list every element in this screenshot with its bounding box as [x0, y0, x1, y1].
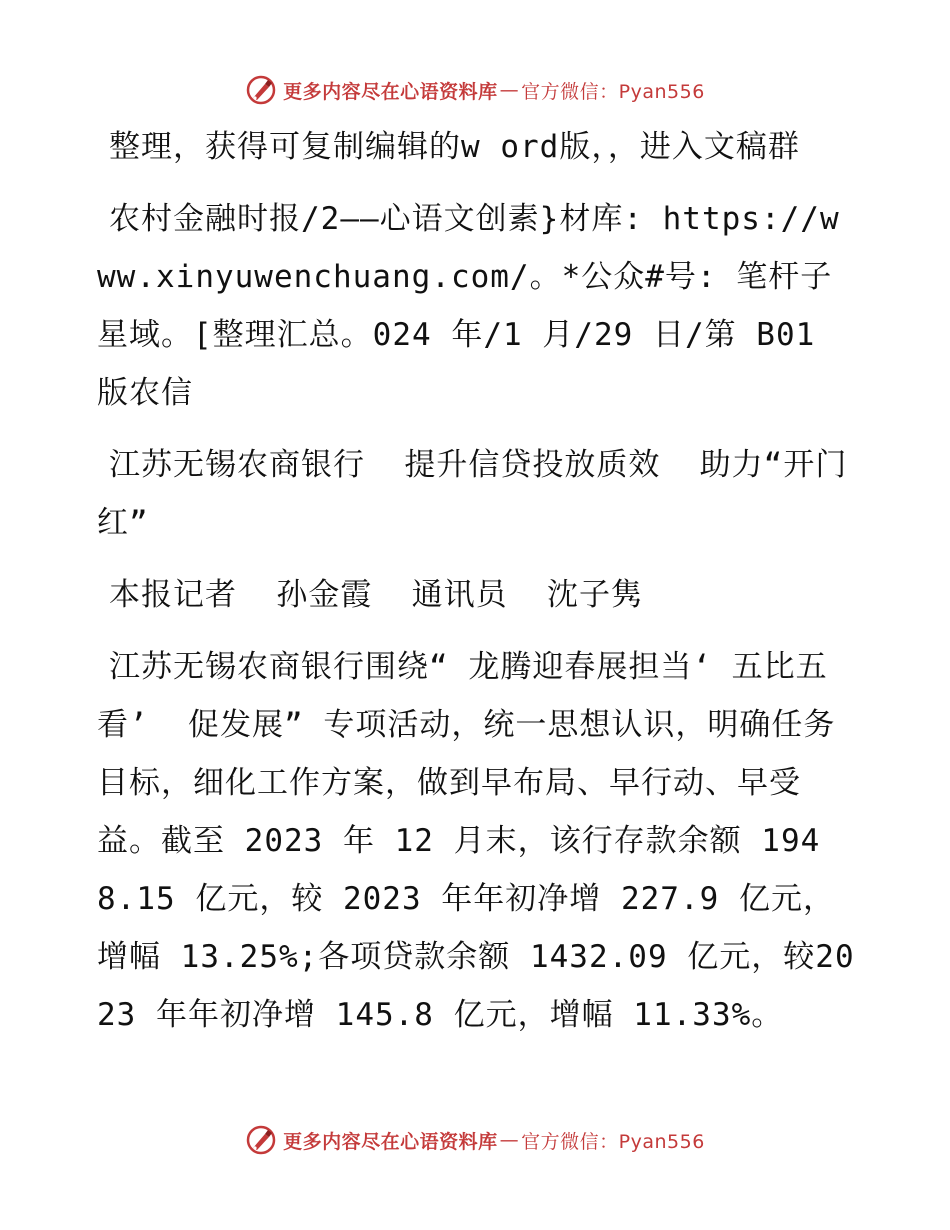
pen-logo-icon: [245, 74, 277, 106]
footer-watermark: [0, 1122, 950, 1158]
document-body: [97, 118, 857, 1064]
watermark-suffix: 官方微信：Pyan556: [521, 1130, 705, 1153]
watermark-separator: —: [499, 1129, 520, 1151]
watermark-suffix: 官方微信：Pyan556: [521, 80, 705, 103]
watermark-text: 更多内容尽在心语资料库: [283, 1130, 498, 1153]
article-title: 江苏无锡农商银行 提升信贷投放质效 助力“开门红”: [97, 447, 848, 541]
paragraph-intro: 整理，获得可复制编辑的w ord版，，进入文稿群: [109, 129, 800, 165]
pen-logo-icon: [245, 1124, 277, 1156]
header-watermark: [0, 72, 950, 108]
article-byline: 本报记者 孙金霞 通讯员 沈子隽: [109, 577, 643, 613]
watermark-text: 更多内容尽在心语资料库: [283, 80, 498, 103]
article-paragraph: 江苏无锡农商银行围绕“ 龙腾迎春展担当‘ 五比五看’ 促发展” 专项活动，统一思想认识，明确任务目标，细化工作方案，做到早布局、早行动、早受益。截至 2023 年 12 月末，该行存款余额 1948.15 亿元，较 2023 年年初净增 227.9 亿元，增幅 13.25%;各项贷款余额 1432.09 亿元，较2023 年年初净增 145.8 亿元，增幅 11.33%。: [97, 649, 855, 1033]
paragraph-source: 农村金融时报/2——心语文创素}材库: https://www.xinyuwenchuang.com/。*公众#号: 笔杆子星域。[整理汇总。024 年/1 月/29 日/第 B01 版农信: [97, 201, 840, 411]
watermark-separator: —: [499, 79, 520, 101]
